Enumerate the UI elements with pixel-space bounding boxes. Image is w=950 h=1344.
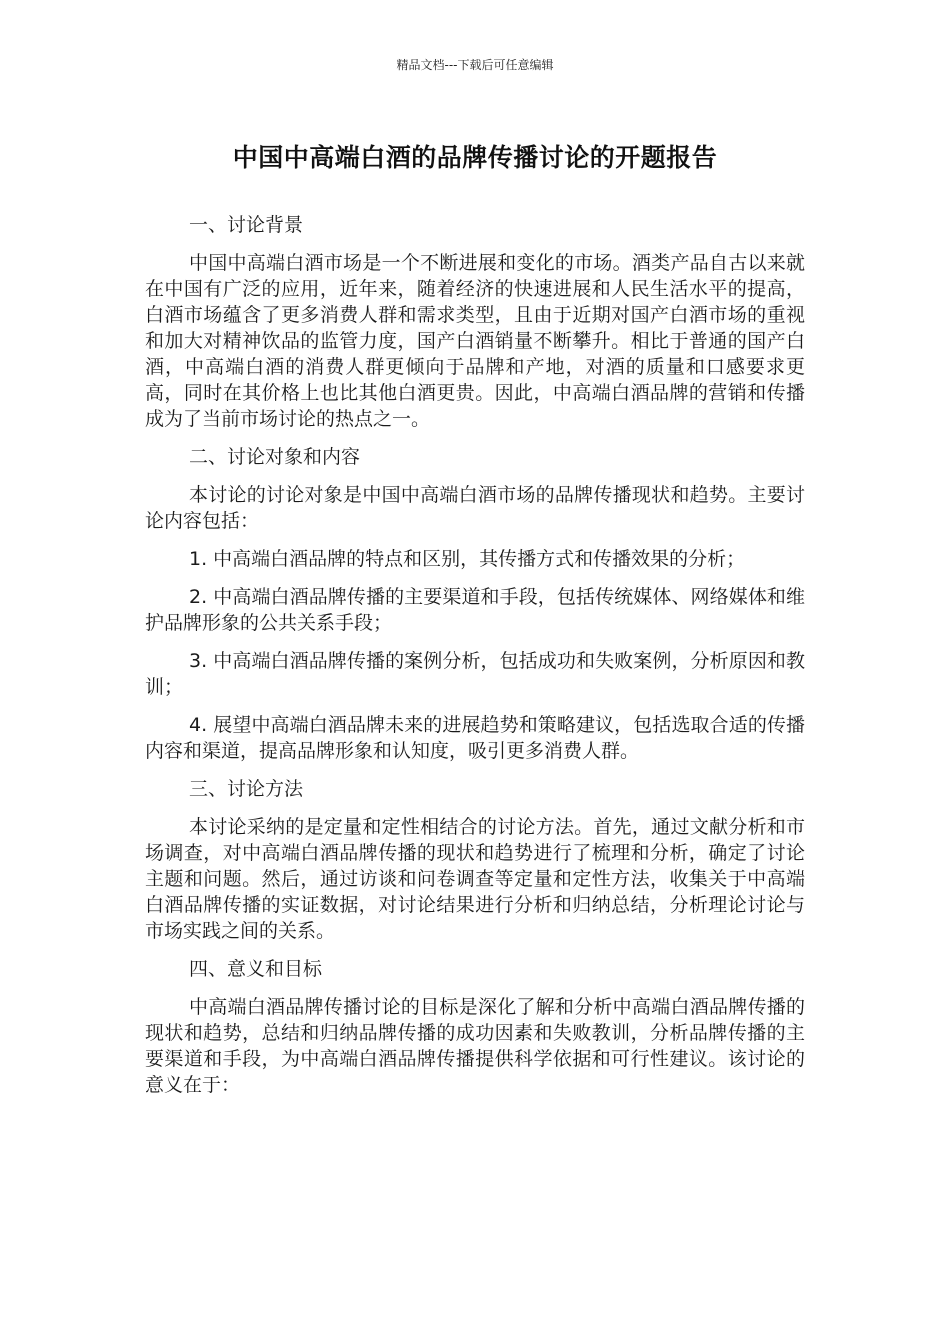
list-item-2: 2. 中高端白酒品牌传播的主要渠道和手段，包括传统媒体、网络媒体和维护品牌形象的公共关系手段； bbox=[145, 586, 805, 634]
document-title: 中国中高端白酒的品牌传播讨论的开题报告 bbox=[232, 143, 718, 172]
list-item-1: 1. 中高端白酒品牌的特点和区别，其传播方式和传播效果的分析； bbox=[189, 548, 746, 570]
section-heading-object-content: 二、讨论对象和内容 bbox=[189, 446, 361, 468]
page-header: 精品文档---下载后可任意编辑 bbox=[396, 58, 554, 72]
document-body bbox=[145, 212, 805, 1110]
section-heading-method: 三、讨论方法 bbox=[189, 778, 304, 800]
list-item-3: 3. 中高端白酒品牌传播的案例分析，包括成功和失败案例，分析原因和教训； bbox=[145, 650, 805, 698]
section-heading-background: 一、讨论背景 bbox=[189, 214, 304, 236]
paragraph-background: 中国中高端白酒市场是一个不断进展和变化的市场。酒类产品自古以来就在中国有广泛的应用，近年来，随着经济的快速进展和人民生活水平的提高，白酒市场蕴含了更多消费人群和需求类型，且由于近期对国产白酒市场的重视和加大对精神饮品的监管力度，国产白酒销量不断攀升。相比于普通的国产白酒，中高端白酒的消费人群更倾向于品牌和产地，对酒的质量和口感要求更高，同时在其价格上也比其他白酒更贵。因此，中高端白酒品牌的营销和传播成为了当前市场讨论的热点之一。 bbox=[145, 252, 805, 430]
paragraph-significance: 中高端白酒品牌传播讨论的目标是深化了解和分析中高端白酒品牌传播的现状和趋势，总结和归纳品牌传播的成功因素和失败教训，分析品牌传播的主要渠道和手段，为中高端白酒品牌传播提供科学依据和可行性建议。该讨论的意义在于： bbox=[145, 996, 805, 1096]
paragraph-object-intro: 本讨论的讨论对象是中国中高端白酒市场的品牌传播现状和趋势。主要讨论内容包括： bbox=[145, 484, 805, 532]
section-heading-significance: 四、意义和目标 bbox=[189, 958, 323, 980]
list-item-4: 4. 展望中高端白酒品牌未来的进展趋势和策略建议，包括选取合适的传播内容和渠道，提高品牌形象和认知度，吸引更多消费人群。 bbox=[145, 714, 805, 762]
paragraph-method: 本讨论采纳的是定量和定性相结合的讨论方法。首先，通过文献分析和市场调查，对中高端白酒品牌传播的现状和趋势进行了梳理和分析，确定了讨论主题和问题。然后，通过访谈和问卷调查等定量和定性方法，收集关于中高端白酒品牌传播的实证数据，对讨论结果进行分析和归纳总结，分析理论讨论与市场实践之间的关系。 bbox=[145, 816, 805, 942]
